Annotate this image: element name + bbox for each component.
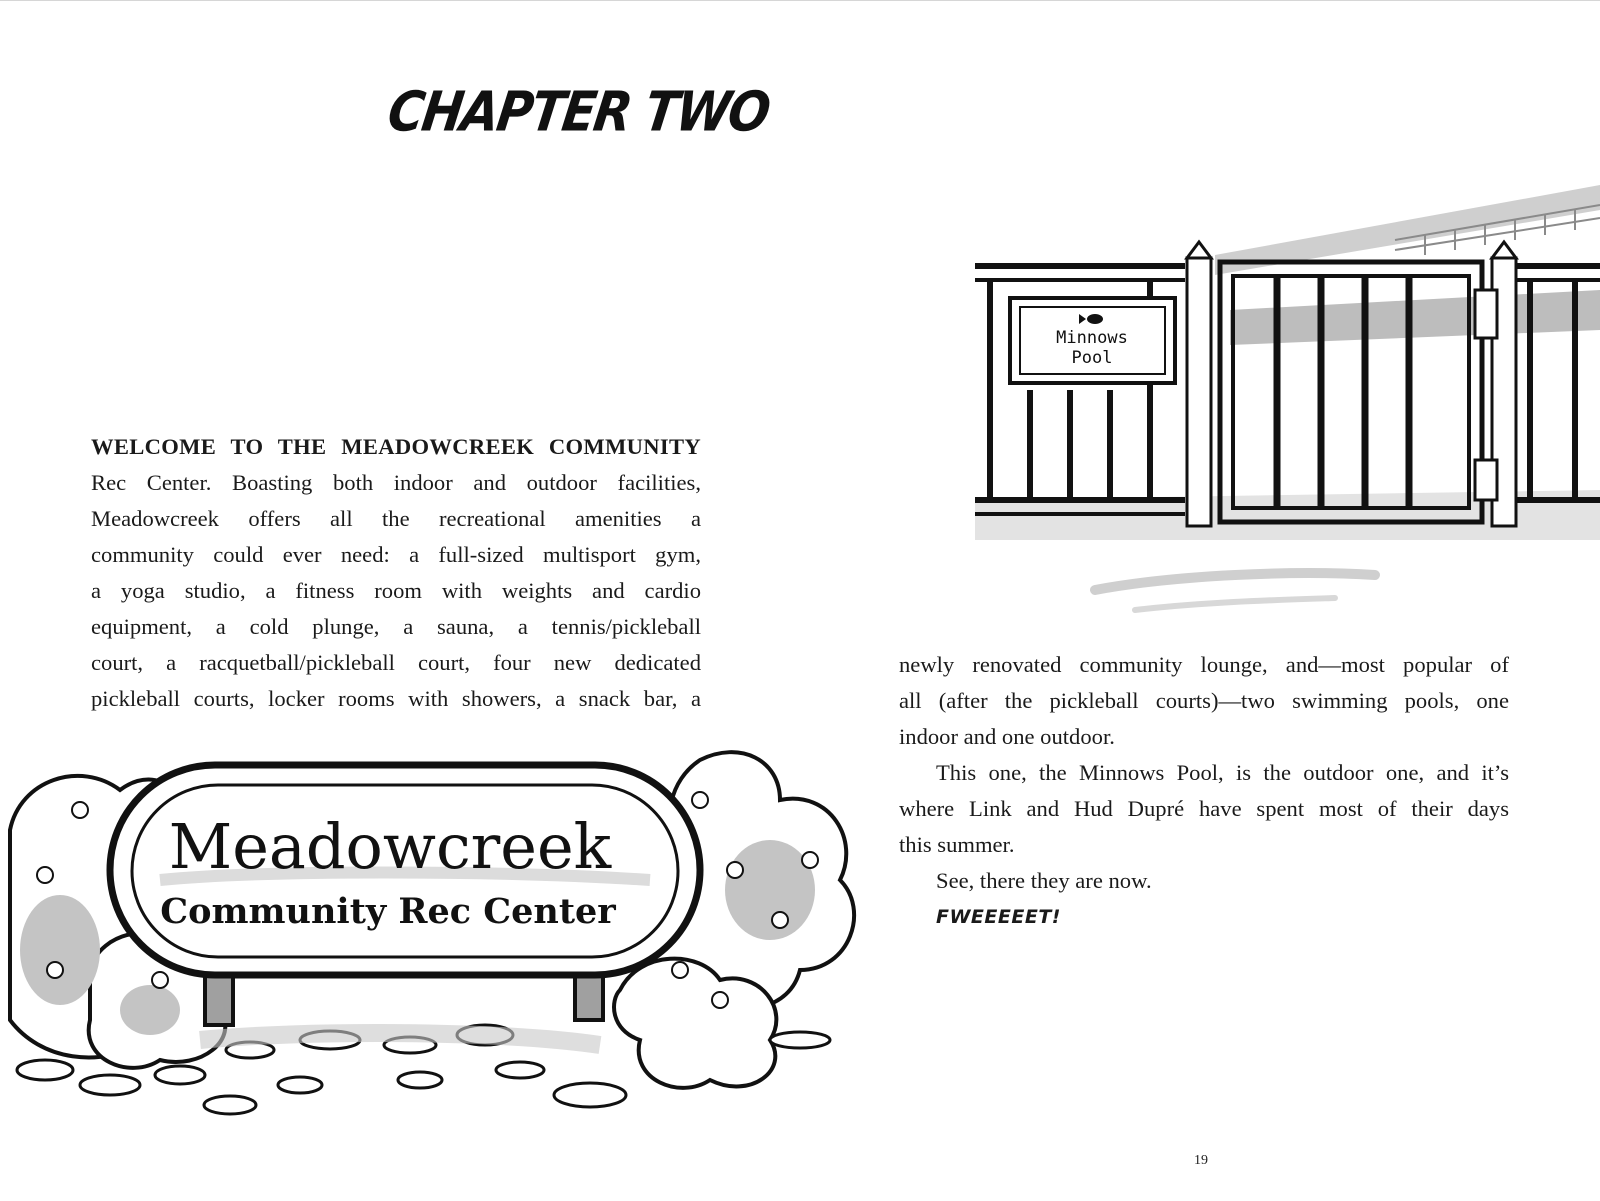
- body-line: This one, the Minnows Pool, is the outdoor one, and it’s: [936, 760, 1509, 785]
- body-line: court, a racquetball/pickleball court, four new dedicated: [91, 650, 701, 675]
- body-line: this summer.: [899, 832, 1015, 857]
- sound-effect: FWEEEEET!: [936, 906, 1061, 928]
- body-line: equipment, a cold plunge, a sauna, a tennis/pickleball: [91, 614, 701, 639]
- chapter-lead-in: WELCOME TO THE MEADOWCREEK COMMUNITY: [91, 434, 701, 459]
- page-number: 19: [1194, 1153, 1208, 1168]
- body-line: all (after the pickleball courts)—two swimming pools, one: [899, 688, 1509, 713]
- body-line: newly renovated community lounge, and—most popular of: [899, 652, 1509, 677]
- right-column-text: [899, 647, 1509, 935]
- sign-line2: Community Rec Center: [160, 891, 616, 932]
- body-line: a yoga studio, a fitness room with weights and cardio: [91, 578, 701, 603]
- gate-sign-line2: Pool: [1071, 348, 1113, 368]
- chapter-title: CHAPTER TWO: [384, 80, 773, 144]
- left-column-text: [91, 429, 701, 717]
- body-line: pickleball courts, locker rooms with showers, a snack bar, a: [91, 686, 701, 711]
- gate-sign-line1: Minnows: [1056, 328, 1128, 348]
- spread-top-border: [0, 0, 1600, 1]
- body-line: Meadowcreek offers all the recreational amenities a: [91, 506, 701, 531]
- body-line: See, there they are now.: [936, 868, 1152, 893]
- pool-gate-illustration: [975, 180, 1600, 620]
- body-line: Rec Center. Boasting both indoor and outdoor facilities,: [91, 470, 701, 495]
- sign-line1: Meadowcreek: [168, 810, 612, 883]
- body-line: indoor and one outdoor.: [899, 724, 1115, 749]
- rec-center-sign-illustration: [0, 740, 860, 1130]
- body-line: community could ever need: a full-sized multisport gym,: [91, 542, 701, 567]
- body-line: where Link and Hud Dupré have spent most of their days: [899, 796, 1509, 821]
